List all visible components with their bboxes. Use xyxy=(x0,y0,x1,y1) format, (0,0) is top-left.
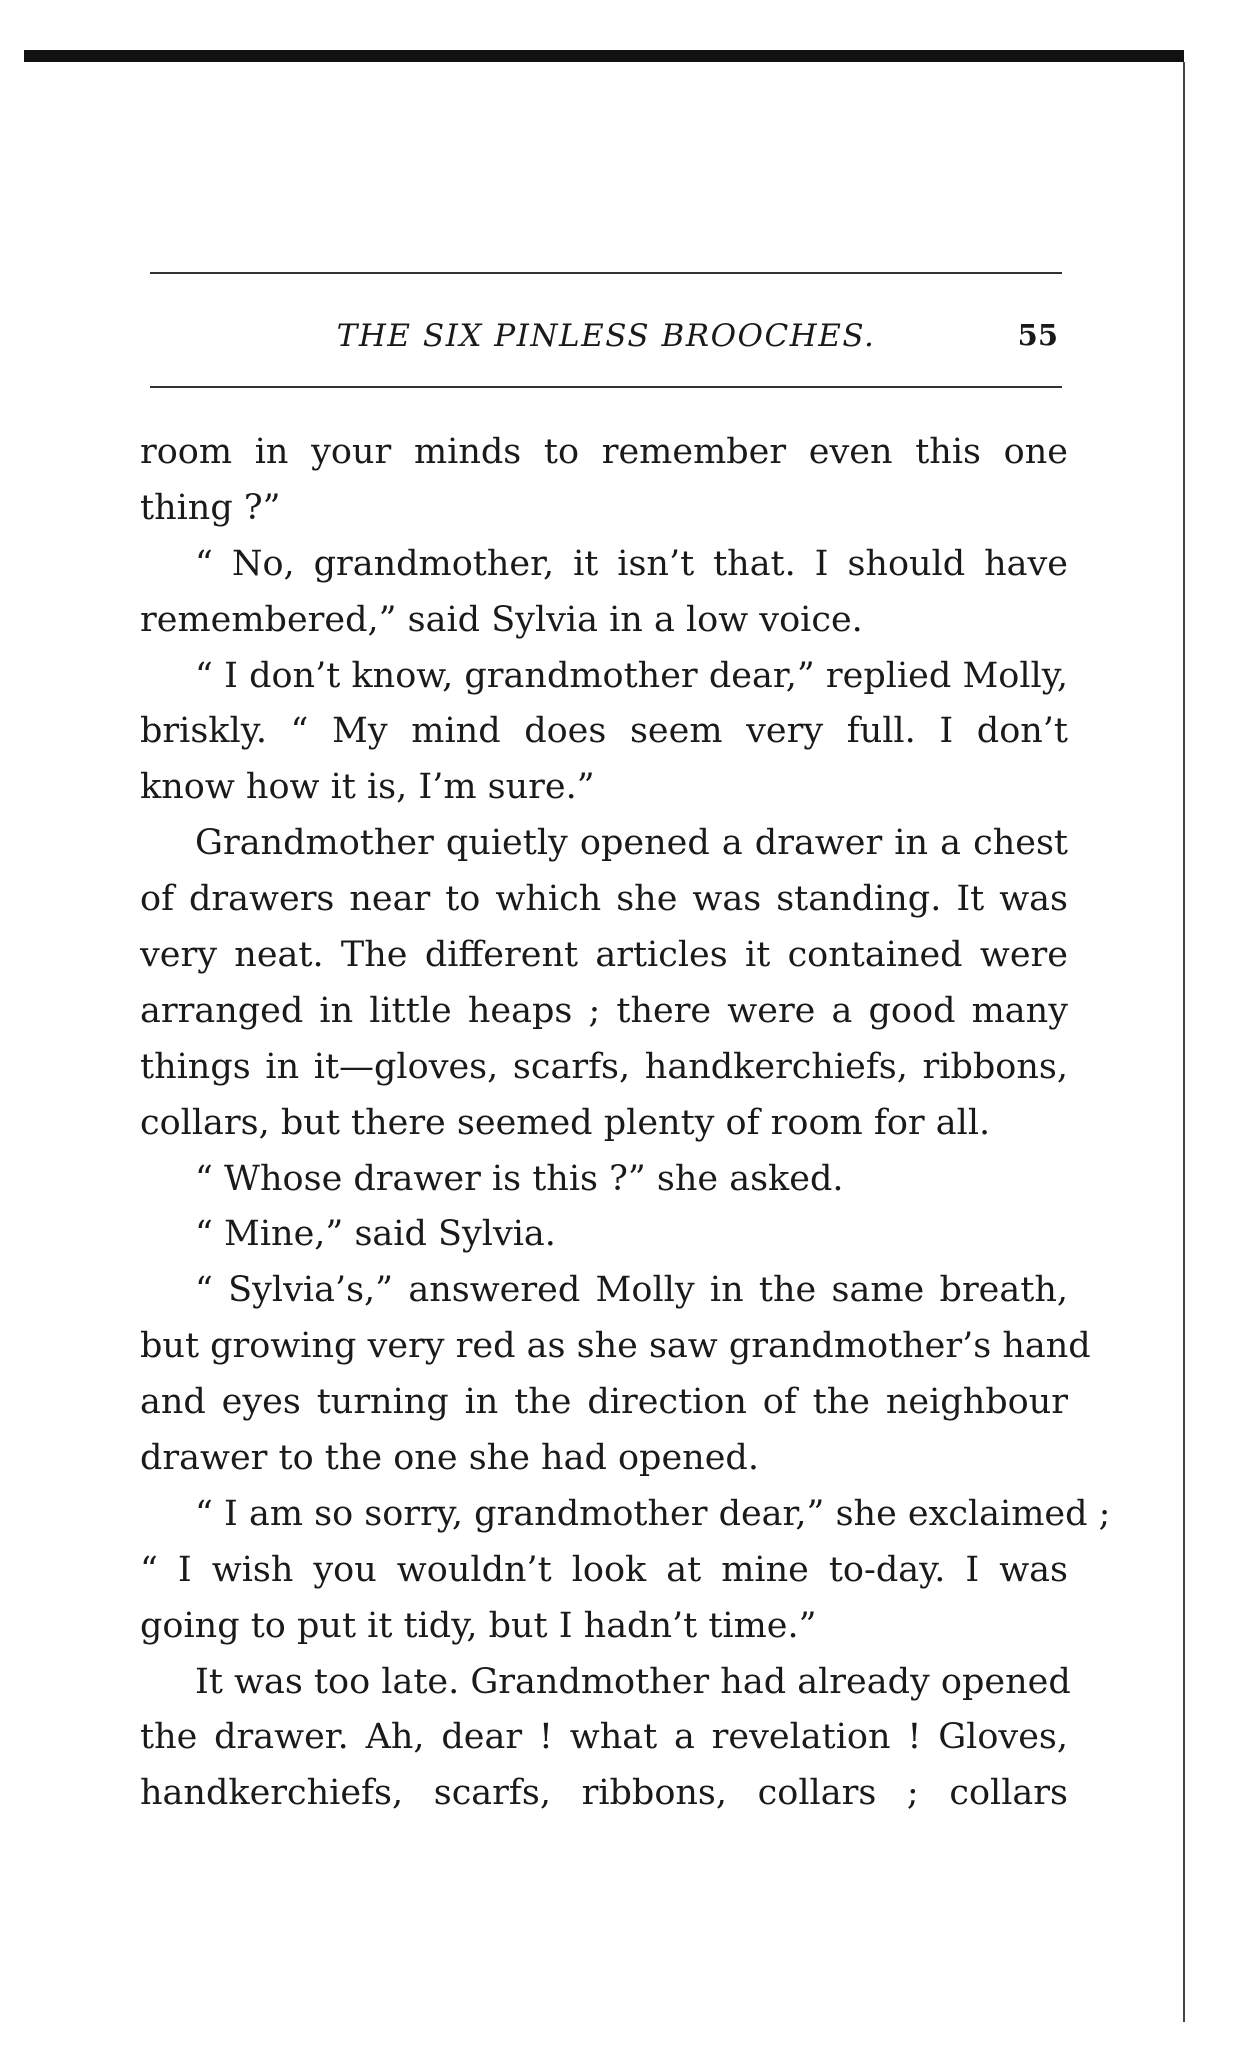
page-right-edge xyxy=(1183,62,1185,2022)
text-line: “ Whose drawer is this ?” she asked. xyxy=(195,1158,844,1199)
text-line: thing ?” xyxy=(140,487,281,528)
body-text xyxy=(140,425,1111,1822)
text-line: “ I am so sorry, grandmother dear,” she exclaimed ; xyxy=(195,1493,1111,1534)
text-line: drawer to the one she had opened. xyxy=(140,1438,759,1479)
top-border-bar xyxy=(24,50,1184,62)
text-line: collars, but there seemed plenty of room for all. xyxy=(140,1102,991,1143)
text-line: very neat. The different articles it contained were xyxy=(140,935,1068,976)
header-rule-bottom xyxy=(150,386,1062,388)
text-line: know how it is, I’m sure.” xyxy=(140,767,595,808)
running-title: THE SIX PINLESS BROOCHES. xyxy=(336,318,876,354)
text-line: “ Sylvia’s,” answered Molly in the same breath, xyxy=(195,1270,1068,1311)
text-line: going to put it tidy, but I hadn’t time.” xyxy=(140,1605,817,1646)
running-head xyxy=(150,312,1062,362)
text-line: the drawer. Ah, dear ! what a revelation ! Gloves, xyxy=(140,1717,1068,1758)
text-line: “ Mine,” said Sylvia. xyxy=(195,1214,556,1255)
text-line: but growing very red as she saw grandmother’s hand xyxy=(140,1326,1091,1367)
text-line: arranged in little heaps ; there were a good many xyxy=(140,990,1068,1031)
text-line: remembered,” said Sylvia in a low voice. xyxy=(140,599,863,640)
text-line: “ I wish you wouldn’t look at mine to-day. I was xyxy=(140,1549,1068,1590)
page-number: 55 xyxy=(1017,318,1058,352)
text-line: briskly. “ My mind does seem very full. I don’t xyxy=(140,711,1068,752)
text-line: Grandmother quietly opened a drawer in a chest xyxy=(195,823,1068,864)
text-line: and eyes turning in the direction of the neighbour xyxy=(140,1382,1068,1423)
text-line: “ I don’t know, grandmother dear,” replied Molly, xyxy=(195,655,1068,696)
text-line: of drawers near to which she was standing. It was xyxy=(140,879,1068,920)
text-line: room in your minds to remember even this one xyxy=(140,432,1068,472)
text-line: “ No, grandmother, it isn’t that. I should have xyxy=(195,543,1068,584)
header-rule-top xyxy=(150,272,1062,274)
text-line: things in it—gloves, scarfs, handkerchiefs, ribbons, xyxy=(140,1046,1068,1087)
text-line: handkerchiefs, scarfs, ribbons, collars ; collars xyxy=(140,1773,1068,1814)
text-line: It was too late. Grandmother had already opened xyxy=(195,1661,1071,1702)
